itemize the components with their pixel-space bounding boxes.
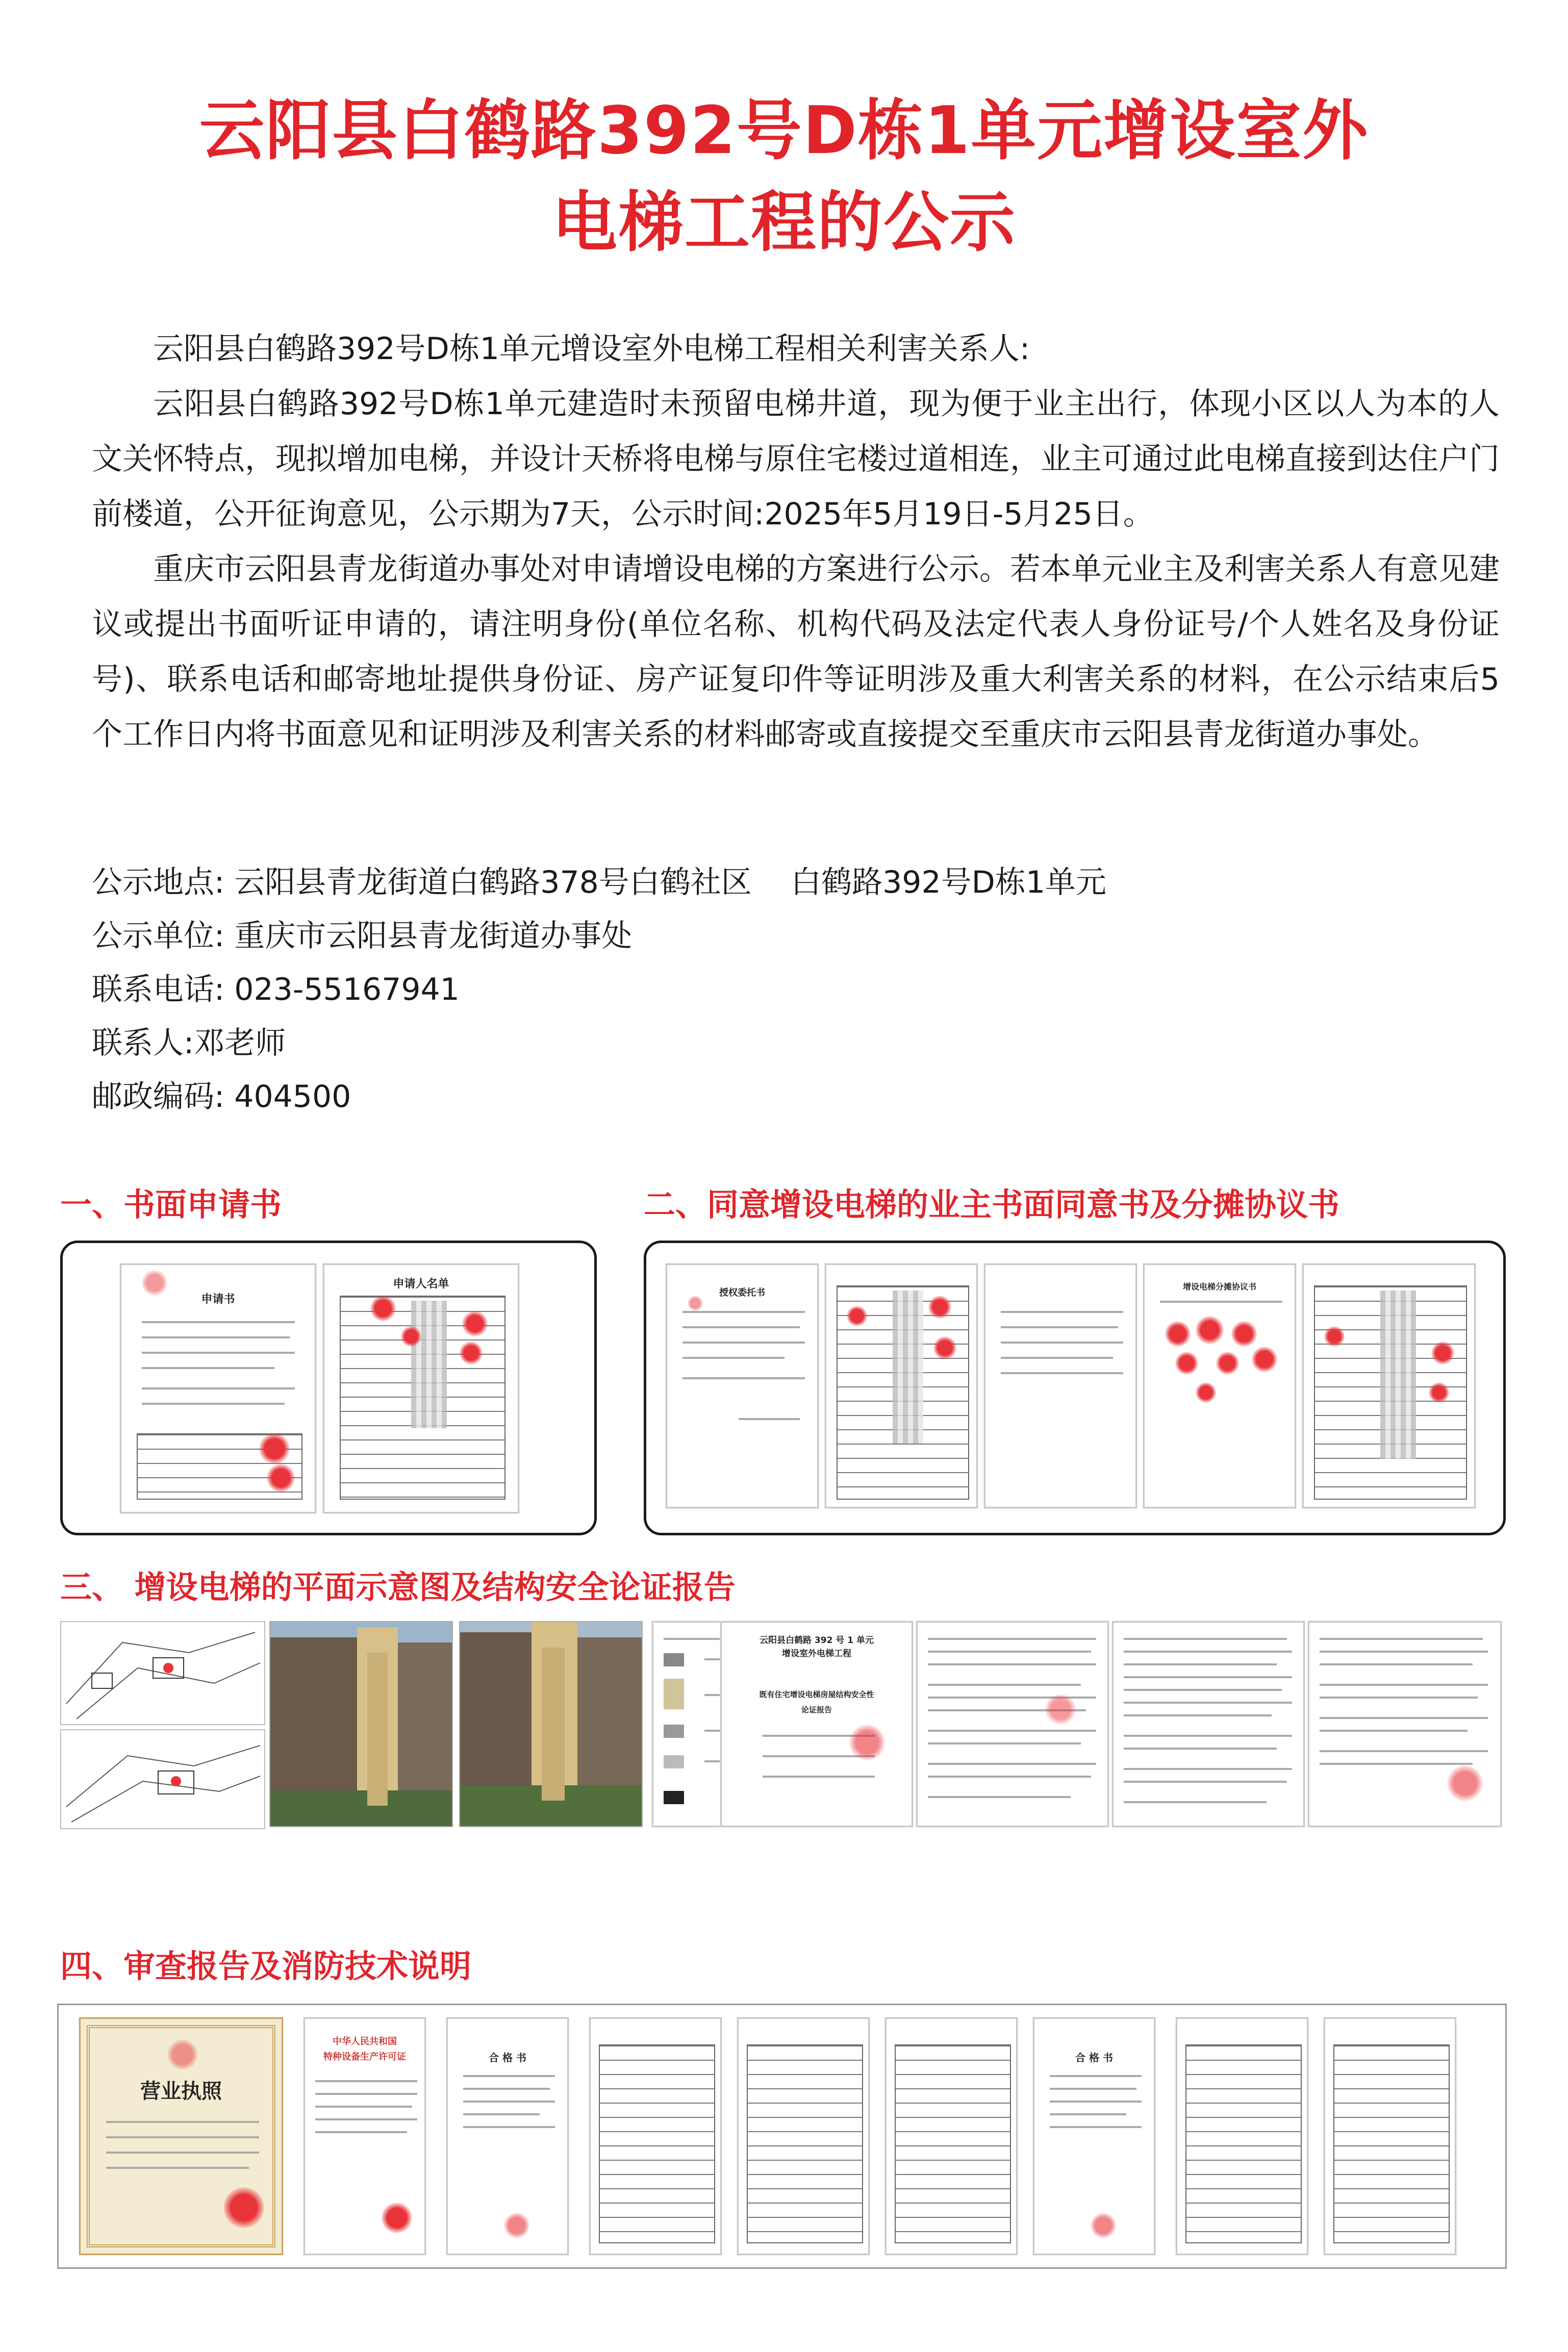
agreement-doc-title: 增设电梯分摊协议书 <box>1182 1282 1256 1292</box>
section-3-heading: 三、 增设电梯的平面示意图及结构安全论证报告 <box>60 1569 736 1606</box>
applicant-list-document <box>323 1263 519 1513</box>
safety-report-cover <box>720 1621 913 1827</box>
proxy-document <box>666 1263 819 1508</box>
review-report-4 <box>1176 2017 1308 2255</box>
report-page-3 <box>1112 1621 1305 1827</box>
qualification-cert-2 <box>1033 2017 1155 2255</box>
permit-title: 中华人民共和国 <box>333 2036 397 2047</box>
section-4-heading: 四、审查报告及消防技术说明 <box>60 1948 472 1985</box>
section-1-heading: 一、书面申请书 <box>60 1186 282 1223</box>
owner-consent-frame <box>644 1241 1506 1535</box>
report-cover-line2: 增设室外电梯工程 <box>782 1649 851 1659</box>
objection-paragraph: 重庆市云阳县青龙街道办事处对申请增设电梯的方案进行公示。若本单元业主及利害关系人有意见建议或提出书面听证申请的，请注明身份(单位名称、机构代码及法定代表人身份证号/个人姓名及身份证号)、联系电话和邮寄地址提供身份证、房产证复印件等证明涉及重大利害关系的材料，在公示结束后5个工作日内将书面意见和证明涉及利害关系的材料邮寄或直接提交至重庆市云阳县青龙街道办事处。 <box>92 551 1500 752</box>
cert2-title: 合 格 书 <box>1075 2052 1113 2064</box>
application-document <box>120 1263 316 1513</box>
site-plan-image-1 <box>60 1621 265 1725</box>
review-report-5 <box>1324 2017 1456 2255</box>
review-report-1 <box>589 2017 722 2255</box>
special-equipment-permit <box>304 2017 426 2255</box>
addressee-paragraph: 云阳县白鹤路392号D栋1单元增设室外电梯工程相关利害关系人: <box>153 331 1030 367</box>
permit-subtitle: 特种设备生产许可证 <box>323 2052 406 2062</box>
contact-phone: 联系电话: 023-55167941 <box>92 972 460 1007</box>
application-frame <box>60 1241 597 1535</box>
contact-person: 联系人:邓老师 <box>92 1025 286 1061</box>
application-doc-title: 申请书 <box>201 1293 235 1306</box>
building-photo-2 <box>459 1621 643 1827</box>
cost-sharing-document <box>1143 1263 1296 1508</box>
business-license <box>79 2017 283 2255</box>
applicant-list-title: 申请人名单 <box>393 1278 449 1291</box>
purpose-paragraph: 云阳县白鹤路392号D栋1单元建造时未预留电梯井道，现为便于业主出行，体现小区以人为本的人文关怀特点，现拟增加电梯，并设计天桥将电梯与原住宅楼过道相连，业主可通过此电梯直接到达住户门前楼道，公开征询意见，公示期为7天，公示时间:2025年5月19日-5月25日。 <box>92 386 1500 532</box>
notice-unit: 公示单位: 重庆市云阳县青龙街道办事处 <box>92 918 633 954</box>
notice-title-line1: 云阳县白鹤路392号D栋1单元增设室外 <box>199 93 1369 169</box>
license-title: 营业执照 <box>140 2080 222 2103</box>
site-plan-image-2 <box>60 1729 265 1829</box>
consent-list-document-2 <box>1302 1263 1476 1508</box>
building-photo-1 <box>269 1621 453 1827</box>
notice-location: 公示地点: 云阳县青龙街道白鹤路378号白鹤社区 白鹤路392号D栋1单元 <box>92 865 1106 900</box>
notice-body <box>92 321 1500 762</box>
review-documents-frame <box>57 2004 1507 2269</box>
proxy-doc-title: 授权委托书 <box>719 1287 765 1298</box>
qualification-cert-1 <box>446 2017 569 2255</box>
consent-list-document-1 <box>825 1263 978 1508</box>
report-cover-line4: 论证报告 <box>801 1705 832 1714</box>
agreement-document <box>984 1263 1137 1508</box>
report-page-4 <box>1308 1621 1502 1827</box>
report-page-2 <box>916 1621 1109 1827</box>
postal-code: 邮政编码: 404500 <box>92 1079 351 1115</box>
section-2-heading: 二、同意增设电梯的业主书面同意书及分摊协议书 <box>644 1186 1340 1223</box>
review-report-2 <box>737 2017 870 2255</box>
notice-title-line2: 电梯工程的公示 <box>551 185 1016 261</box>
review-report-3 <box>885 2017 1018 2255</box>
report-cover-line3: 既有住宅增设电梯房屋结构安全性 <box>759 1690 874 1699</box>
report-cover-line1: 云阳县白鹤路 392 号 1 单元 <box>760 1635 874 1646</box>
cert1-title: 合 格 书 <box>489 2052 526 2064</box>
